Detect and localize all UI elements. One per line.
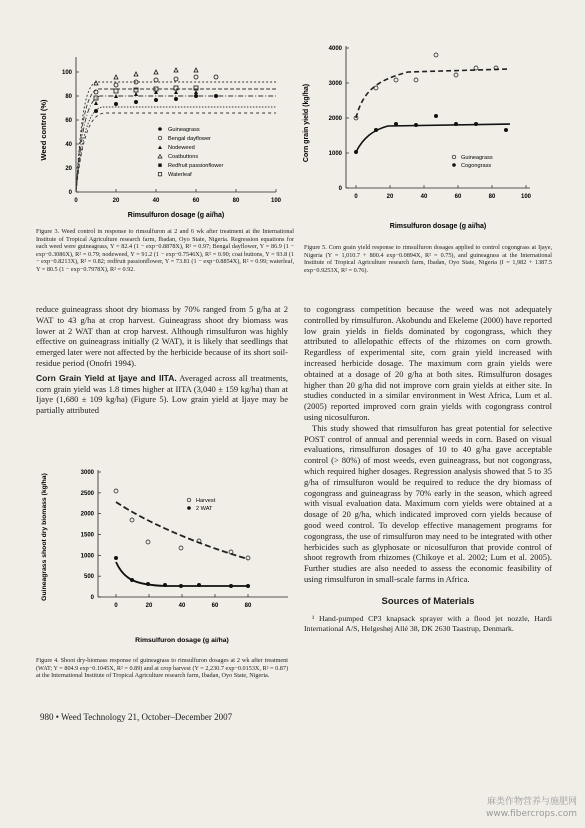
figure-5-legend-0: Guineagrass bbox=[461, 155, 493, 161]
figure-4-xtick-tick-2: 40 bbox=[178, 603, 186, 609]
figure-3-ytick-tick-0: 0 bbox=[68, 190, 72, 196]
right-paragraph-1: to cogongrass competition because the weed was not adequately controlled by rimsulfuron. Akobundu and Ekeleme (2000) have reported low grain yields in fields dominated by cogongrass, which they attributed to allelopathic effects of the rhizomes on corn growth. Regardless of experimental site, corn grain yield increased with increased herbicide dosage. The maximum corn grain yields were obtained at a dosage of 20 g/ha at both sites. Rimsulfuron dosages higher than 20 g/ha did not improve corn grain yields at either site. In studies conducted in a similar environment in West Africa, Lum et al. (2005) reported improved corn grain yields with cogongrass control using nicosulfuron. bbox=[304, 304, 552, 422]
left-column-text bbox=[36, 304, 288, 416]
section-heading-corn-yield: Corn Grain Yield at Ijaye and IITA. bbox=[36, 372, 177, 383]
figure-5-xtick-tick-2: 40 bbox=[420, 194, 428, 200]
figure-4-ytick-tick-0: 0 bbox=[90, 595, 94, 601]
page-footer: 980 • Weed Technology 21, October–December 2007 bbox=[40, 712, 233, 722]
figure-3-xtick-tick-0: 0 bbox=[74, 198, 78, 204]
figure-4-ytick-tick-1: 500 bbox=[83, 574, 94, 581]
watermark-line-1: 麻类作物营养与施肥网 bbox=[486, 797, 577, 807]
figure-4-xtick-tick-3: 60 bbox=[211, 603, 219, 609]
left-paragraph-2: Corn Grain Yield at Ijaye and IITA. Averaged across all treatments, corn grain yield was 1.8 times higher at IITA (3,040 ± 159 kg/ha) than at Ijaye (1,680 ± 109 kg/ha) (Figure 5). Low grain yield at Ijaye may be partially attributed bbox=[36, 372, 289, 416]
figure-3-ytick-tick-3: 60 bbox=[65, 118, 72, 124]
figure-3-legend-4: Redfruit passionflower bbox=[168, 163, 224, 169]
figure-3-xtick-tick-1: 20 bbox=[112, 198, 120, 204]
figure-3-ytick-tick-4: 80 bbox=[65, 94, 72, 100]
figure-3-ytick-tick-1: 20 bbox=[65, 166, 72, 172]
figure-3-xtick-tick-3: 60 bbox=[192, 198, 200, 204]
figure-4-chart bbox=[36, 462, 298, 652]
watermark-line-2: www.fibercrops.com bbox=[486, 809, 577, 819]
left-paragraph-1: reduce guineagrass shoot dry biomass by 70% ranged from 5 g/ha at 2 WAT to 43 g/ha at crop harvest. Guineagrass shoot dry biomass was lower at 2 WAT than at crop harvest. Although rimsulfuron was highly effective on guineagrass initially (2 WAT), it is likely that seedlings that emerged later were not affected by the herbicide because of its short soil-residue period (Onofri 1994). bbox=[36, 304, 288, 368]
figure-3-xtick-tick-5: 100 bbox=[270, 198, 282, 204]
sources-heading: Sources of Materials bbox=[381, 595, 475, 607]
figure-3-ytick-tick-5: 100 bbox=[61, 70, 72, 76]
figure-3-legend-2: Nodeweed bbox=[168, 145, 195, 151]
figure-5-xtick-tick-3: 60 bbox=[454, 194, 462, 200]
figure-5-xtick-tick-1: 20 bbox=[386, 194, 394, 200]
figure-5-chart bbox=[298, 38, 538, 238]
figure-4-ytick-tick-5: 2500 bbox=[80, 490, 94, 497]
footnote-1: ¹ Hand-pumped CP3 knapsack sprayer with a flood jet nozzle, Hardi International A/S, Helgeshøj Allé 38, DK 2630 Taastrup, Denmark. bbox=[304, 613, 552, 633]
figure-5-caption: Figure 5. Corn grain yield response to rimsulfuron dosages applied to control cogongrass at Ijaye, Nigeria (Y = 1,010.7 + 800.4 exp−0.0894X, R² = 0.75), and guineagrass at the International Institute of Tropical Agriculture research farm, Ibadan, Oyo State, Nigeria (I = 1,982 + 1387.5 exp−0.9253X, R² = 0.76). bbox=[304, 244, 552, 274]
figure-5-xtick-tick-4: 80 bbox=[488, 194, 496, 200]
figure-4-legend-0: Harvest bbox=[196, 498, 216, 504]
figure-5-ytick-tick-2: 2000 bbox=[328, 116, 342, 122]
figure-5-legend-1: Cogongrass bbox=[461, 163, 492, 169]
figure-5-ytick-tick-3: 3000 bbox=[328, 81, 342, 87]
figure-5-xtick-tick-0: 0 bbox=[354, 194, 358, 200]
figure-3-xlabel: Rimsulfuron dosage (g ai/ha) bbox=[127, 212, 225, 219]
figure-4-xtick-tick-1: 20 bbox=[145, 603, 153, 609]
figure-3-ytick-tick-2: 40 bbox=[65, 142, 72, 148]
figure-5-ytick-tick-1: 1000 bbox=[328, 151, 342, 157]
figure-3-xtick-tick-4: 80 bbox=[232, 198, 240, 204]
figure-5-xtick-tick-5: 100 bbox=[520, 194, 532, 200]
figure-3-legend-5: Waterleaf bbox=[168, 172, 192, 178]
figure-3-caption: Figure 3. Weed control in response to rimsulfuron at 2 and 6 wk after treatment at the International Institute of Tropical Agriculture research farm, Ibadan, Oyo State, Nigeria. Regression equations for each weed were guineagrass, Y = 82.4 (1 − exp−0.8878X), R² = 0.97; Bengal dayflower, Y = 86.9 (1 − exp−0.3086X), R² = 0.79; nodeweed, Y = 91.2 (1 − exp−0.7546X), R² = 0.90; coat buttons, Y = 93.8 (1 − exp−0.8213X), R² = 0.82; redfruit passionflower, Y = 73.81 (1 − exp−0.8854X), R² = 0.99; waterleaf, Y = 80.5 (1 − exp−0.7978X), R² = 0.92. bbox=[36, 228, 294, 273]
figure-5-xlabel: Rimsulfuron dosage (g ai/ha) bbox=[389, 223, 487, 230]
figure-5-ytick-tick-0: 0 bbox=[338, 186, 342, 192]
right-column-text bbox=[304, 304, 552, 634]
figure-4-ylabel: Guineagrass shoot dry biomass (kg/ha) bbox=[41, 473, 48, 601]
figure-4-ytick-tick-6: 3000 bbox=[80, 470, 94, 476]
figure-4-ytick-tick-2: 1000 bbox=[80, 553, 94, 560]
figure-4-caption: Figure 4. Shoot dry-biomass response of guineagrass to rimsulfuron dosages at 2 wk after treatment (WAT; Y = 804.9 exp−0.1045X, R² = 0.89) and at crop harvest (Y = 2,230.7 exp−0.0153X, R² = 0.87) at the International Institute of Tropical Agriculture research farm, Ibadan, Oyo State, Nigeria. bbox=[36, 657, 288, 680]
figure-3-legend-3: Coatbuttons bbox=[168, 154, 199, 160]
figure-5-ytick-tick-4: 4000 bbox=[328, 46, 342, 52]
figure-4-legend-1: 2 WAT bbox=[196, 506, 213, 512]
figure-5-ylabel: Corn grain yield (kg/ha) bbox=[303, 83, 310, 163]
figure-3-chart bbox=[36, 52, 298, 222]
figure-4-xtick-tick-4: 80 bbox=[244, 603, 252, 609]
figure-3-xtick-tick-2: 40 bbox=[152, 198, 160, 204]
figure-3-legend-1: Bengal dayflower bbox=[168, 136, 211, 142]
figure-3-legend-0: Guineagrass bbox=[168, 127, 200, 133]
right-paragraph-2: This study showed that rimsulfuron has great potential for selective POST control of annual and perennial weeds in corn. Based on visual evaluations, rimsulfuron dosages of 10 to 40 g/ha gave acceptable control (> 80%) of most weeds, even guineagrass, but not cogongrass, which required higher dosages. Regression analysis showed that 5 to 35 g/ha of rimsulfuron would be required to reduce the dry biomass of cogongrass and guineagrass by 70% early in the season, which agreed with visual evaluation data. Maximum corn yields were obtained at a dosage of 20 g/ha, which indicated improved corn yields because of good weed control. To develop effective management programs for cogongrass, the use of rimsulfuron may need to be integrated with other herbicides such as glyphosate or nicosulfuron that provide control of shoot regrowth from rhizomes (Chikoye et al. 2002; Lum et al. 2005). Further studies are also needed to assess the economic feasibility of using rimsulfuron in small-scale farms in Africa. bbox=[304, 422, 552, 584]
figure-4-xtick-tick-0: 0 bbox=[114, 603, 118, 609]
figure-4-xlabel: Rimsulfuron dosage (g ai/ha) bbox=[135, 637, 229, 644]
figure-4-ytick-tick-4: 2000 bbox=[80, 511, 94, 518]
figure-4-ytick-tick-3: 1500 bbox=[80, 532, 94, 539]
watermark bbox=[486, 796, 577, 820]
figure-3-ylabel: Weed control (%) bbox=[39, 99, 48, 161]
